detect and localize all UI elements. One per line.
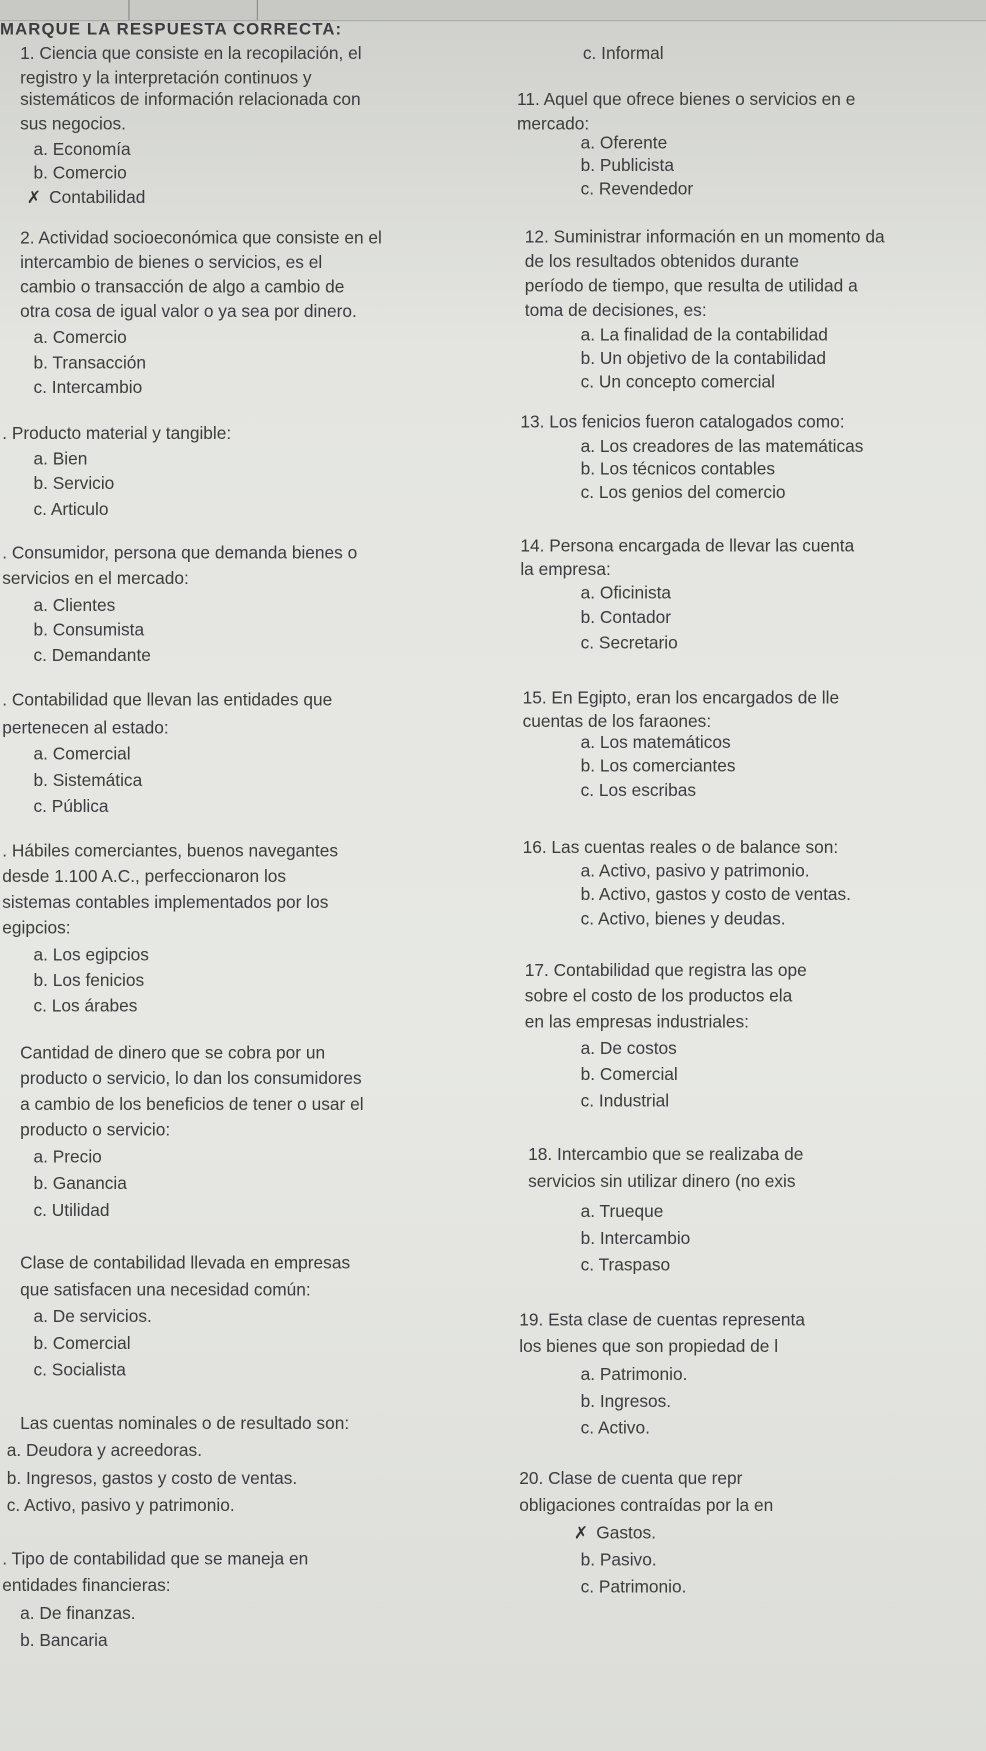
- answer-option[interactable]: Contabilidad: [49, 188, 146, 208]
- question-stem-line: 18. Intercambio que se realizaba de: [528, 1145, 804, 1165]
- question-stem-line: . Hábiles comerciantes, buenos navegantes: [2, 841, 339, 861]
- answer-option[interactable]: a. Oferente: [580, 133, 668, 153]
- question-stem-line: que satisfacen una necesidad común:: [20, 1280, 311, 1300]
- question-stem-line: producto o servicio, lo dan los consumidores: [20, 1069, 362, 1089]
- answer-option[interactable]: a. Precio: [33, 1147, 102, 1167]
- answer-option[interactable]: b. Los comerciantes: [580, 757, 736, 777]
- answer-option[interactable]: b. Ganancia: [33, 1174, 127, 1194]
- answer-option[interactable]: c. Utilidad: [33, 1201, 110, 1221]
- answer-option[interactable]: b. Servicio: [33, 474, 115, 494]
- answer-option[interactable]: b. Activo, gastos y costo de ventas.: [580, 885, 851, 905]
- question-stem-line: cuentas de los faraones:: [522, 712, 712, 732]
- question-stem-line: período de tiempo, que resulta de utilidad a: [524, 276, 858, 296]
- answer-option[interactable]: a. Bien: [33, 449, 88, 469]
- question-stem-line: 17. Contabilidad que registra las ope: [524, 961, 807, 981]
- handwritten-x-mark-icon: ✗: [26, 188, 41, 208]
- answer-option[interactable]: a. Economía: [33, 140, 131, 160]
- answer-option[interactable]: b. Intercambio: [580, 1229, 691, 1249]
- answer-option[interactable]: c. Socialista: [33, 1361, 126, 1381]
- answer-option[interactable]: c. Industrial: [580, 1092, 670, 1112]
- answer-option[interactable]: c. Un concepto comercial: [580, 372, 775, 392]
- question-stem-line: pertenecen al estado:: [2, 719, 169, 739]
- answer-option[interactable]: c. Traspaso: [580, 1256, 671, 1276]
- top-binding-strip: [0, 0, 986, 21]
- answer-option[interactable]: a. Los matemáticos: [580, 733, 731, 753]
- question-stem-line: desde 1.100 A.C., perfeccionaron los: [2, 867, 287, 887]
- question-stem-line: 12. Suministrar información en un momento da: [524, 227, 885, 247]
- question-stem-line: 16. Las cuentas reales o de balance son:: [522, 838, 839, 858]
- question-stem-line: mercado:: [516, 115, 590, 134]
- answer-option[interactable]: a. Los creadores de las matemáticas: [580, 437, 864, 457]
- question-stem-line: toma de decisiones, es:: [524, 301, 707, 321]
- answer-option[interactable]: c. Intercambio: [33, 378, 143, 398]
- answer-option[interactable]: a. De servicios.: [33, 1307, 152, 1327]
- answer-option[interactable]: Gastos.: [596, 1524, 656, 1544]
- question-stem-line: sus negocios.: [20, 115, 126, 134]
- question-stem-line: 1. Ciencia que consiste en la recopilación, el: [20, 44, 362, 64]
- answer-option[interactable]: c. Los escribas: [580, 781, 697, 801]
- answer-option[interactable]: b. Ingresos.: [580, 1392, 672, 1412]
- answer-option[interactable]: a. De costos: [580, 1039, 677, 1059]
- answer-option[interactable]: c. Articulo: [33, 500, 109, 520]
- answer-option[interactable]: b. Los fenicios: [33, 971, 145, 991]
- answer-option[interactable]: b. Consumista: [33, 620, 145, 640]
- question-stem-line: intercambio de bienes o servicios, es el: [20, 253, 323, 273]
- continuation-option: c. Informal: [582, 44, 664, 64]
- question-stem-line: . Contabilidad que llevan las entidades que: [2, 691, 333, 711]
- question-stem-line: entidades financieras:: [2, 1576, 171, 1596]
- answer-option[interactable]: b. Ingresos, gastos y costo de ventas.: [6, 1469, 298, 1489]
- answer-option[interactable]: c. Activo, bienes y deudas.: [580, 910, 786, 930]
- answer-option[interactable]: b. Transacción: [33, 353, 147, 373]
- question-stem-line: de los resultados obtenidos durante: [524, 252, 800, 272]
- question-stem-line: Cantidad de dinero que se cobra por un: [20, 1044, 326, 1064]
- answer-option[interactable]: a. La finalidad de la contabilidad: [580, 326, 828, 346]
- question-stem-line: 15. En Egipto, eran los encargados de lle: [522, 688, 840, 708]
- question-stem-line: a cambio de los beneficios de tener o usar el: [20, 1095, 364, 1115]
- answer-option[interactable]: b. Comercial: [580, 1065, 678, 1085]
- question-stem-line: obligaciones contraídas por la en: [519, 1496, 774, 1516]
- answer-option[interactable]: b. Pasivo.: [580, 1550, 657, 1570]
- answer-option[interactable]: a. Activo, pasivo y patrimonio.: [580, 862, 810, 881]
- answer-option[interactable]: a. Trueque: [580, 1202, 664, 1222]
- question-stem-line: los bienes que son propiedad de l: [519, 1337, 779, 1357]
- question-stem-line: sistemáticos de información relacionada con: [20, 90, 361, 110]
- question-stem-line: 14. Persona encargada de llevar las cuenta: [520, 537, 855, 557]
- question-stem-line: la empresa:: [520, 560, 611, 580]
- answer-option[interactable]: b. Bancaria: [20, 1631, 108, 1651]
- answer-option[interactable]: b. Un objetivo de la contabilidad: [580, 349, 826, 369]
- question-stem-line: producto o servicio:: [20, 1121, 171, 1141]
- answer-option[interactable]: b. Contador: [580, 608, 672, 628]
- answer-option[interactable]: b. Publicista: [580, 156, 674, 176]
- question-stem-line: . Consumidor, persona que demanda bienes o: [2, 543, 358, 563]
- question-stem-line: . Tipo de contabilidad que se maneja en: [2, 1549, 309, 1569]
- answer-option[interactable]: b. Los técnicos contables: [580, 460, 775, 480]
- question-stem-line: 19. Esta clase de cuentas representa: [519, 1310, 805, 1330]
- answer-option[interactable]: c. Revendedor: [580, 179, 694, 199]
- question-stem-line: Clase de contabilidad llevada en empresas: [20, 1253, 351, 1273]
- question-stem-line: servicios en el mercado:: [2, 569, 189, 589]
- answer-option[interactable]: a. Clientes: [33, 596, 116, 616]
- answer-option[interactable]: a. Comercial: [33, 744, 131, 764]
- question-stem-line: egipcios:: [2, 918, 71, 938]
- question-stem-line: 2. Actividad socioeconómica que consiste en el: [20, 228, 382, 248]
- answer-option[interactable]: c. Los genios del comercio: [580, 483, 786, 503]
- answer-option[interactable]: c. Activo, pasivo y patrimonio.: [6, 1496, 235, 1516]
- answer-option[interactable]: b. Sistemática: [33, 771, 143, 791]
- answer-option[interactable]: a. Deudora y acreedoras.: [6, 1441, 202, 1461]
- question-stem-line: registro y la interpretación continuos y: [20, 69, 312, 89]
- answer-option[interactable]: c. Pública: [33, 797, 109, 817]
- question-stem-line: 20. Clase de cuenta que repr: [519, 1469, 743, 1489]
- answer-option[interactable]: c. Patrimonio.: [580, 1577, 687, 1597]
- question-stem-line: sobre el costo de los productos ela: [524, 987, 793, 1007]
- question-stem-line: en las empresas industriales:: [524, 1012, 749, 1032]
- answer-option[interactable]: a. Oficinista: [580, 583, 672, 603]
- answer-option[interactable]: c. Demandante: [33, 646, 151, 666]
- answer-option[interactable]: a. Comercio: [33, 328, 127, 348]
- answer-option[interactable]: a. De finanzas.: [20, 1604, 136, 1624]
- question-stem-line: servicios sin utilizar dinero (no exis: [528, 1172, 796, 1192]
- question-stem-line: 13. Los fenicios fueron catalogados como:: [520, 413, 845, 433]
- question-stem-line: 11. Aquel que ofrece bienes o servicios en e: [516, 90, 856, 110]
- handwritten-x-mark-icon: ✗: [573, 1524, 588, 1544]
- answer-option[interactable]: a. Los egipcios: [33, 945, 149, 965]
- answer-option[interactable]: a. Patrimonio.: [580, 1365, 688, 1385]
- question-stem-line: sistemas contables implementados por los: [2, 893, 329, 913]
- answer-option[interactable]: b. Comercio: [33, 164, 127, 184]
- instructions-header: MARQUE LA RESPUESTA CORRECTA:: [0, 20, 343, 40]
- answer-option[interactable]: b. Comercial: [33, 1334, 131, 1354]
- answer-option[interactable]: c. Activo.: [580, 1419, 650, 1439]
- question-stem-line: Las cuentas nominales o de resultado son:: [20, 1414, 350, 1434]
- question-stem-line: . Producto material y tangible:: [2, 424, 232, 444]
- question-stem-line: cambio o transacción de algo a cambio de: [20, 278, 345, 298]
- answer-option[interactable]: c. Los árabes: [33, 997, 138, 1017]
- answer-option[interactable]: c. Secretario: [580, 634, 678, 654]
- question-stem-line: otra cosa de igual valor o ya sea por dinero.: [20, 302, 357, 322]
